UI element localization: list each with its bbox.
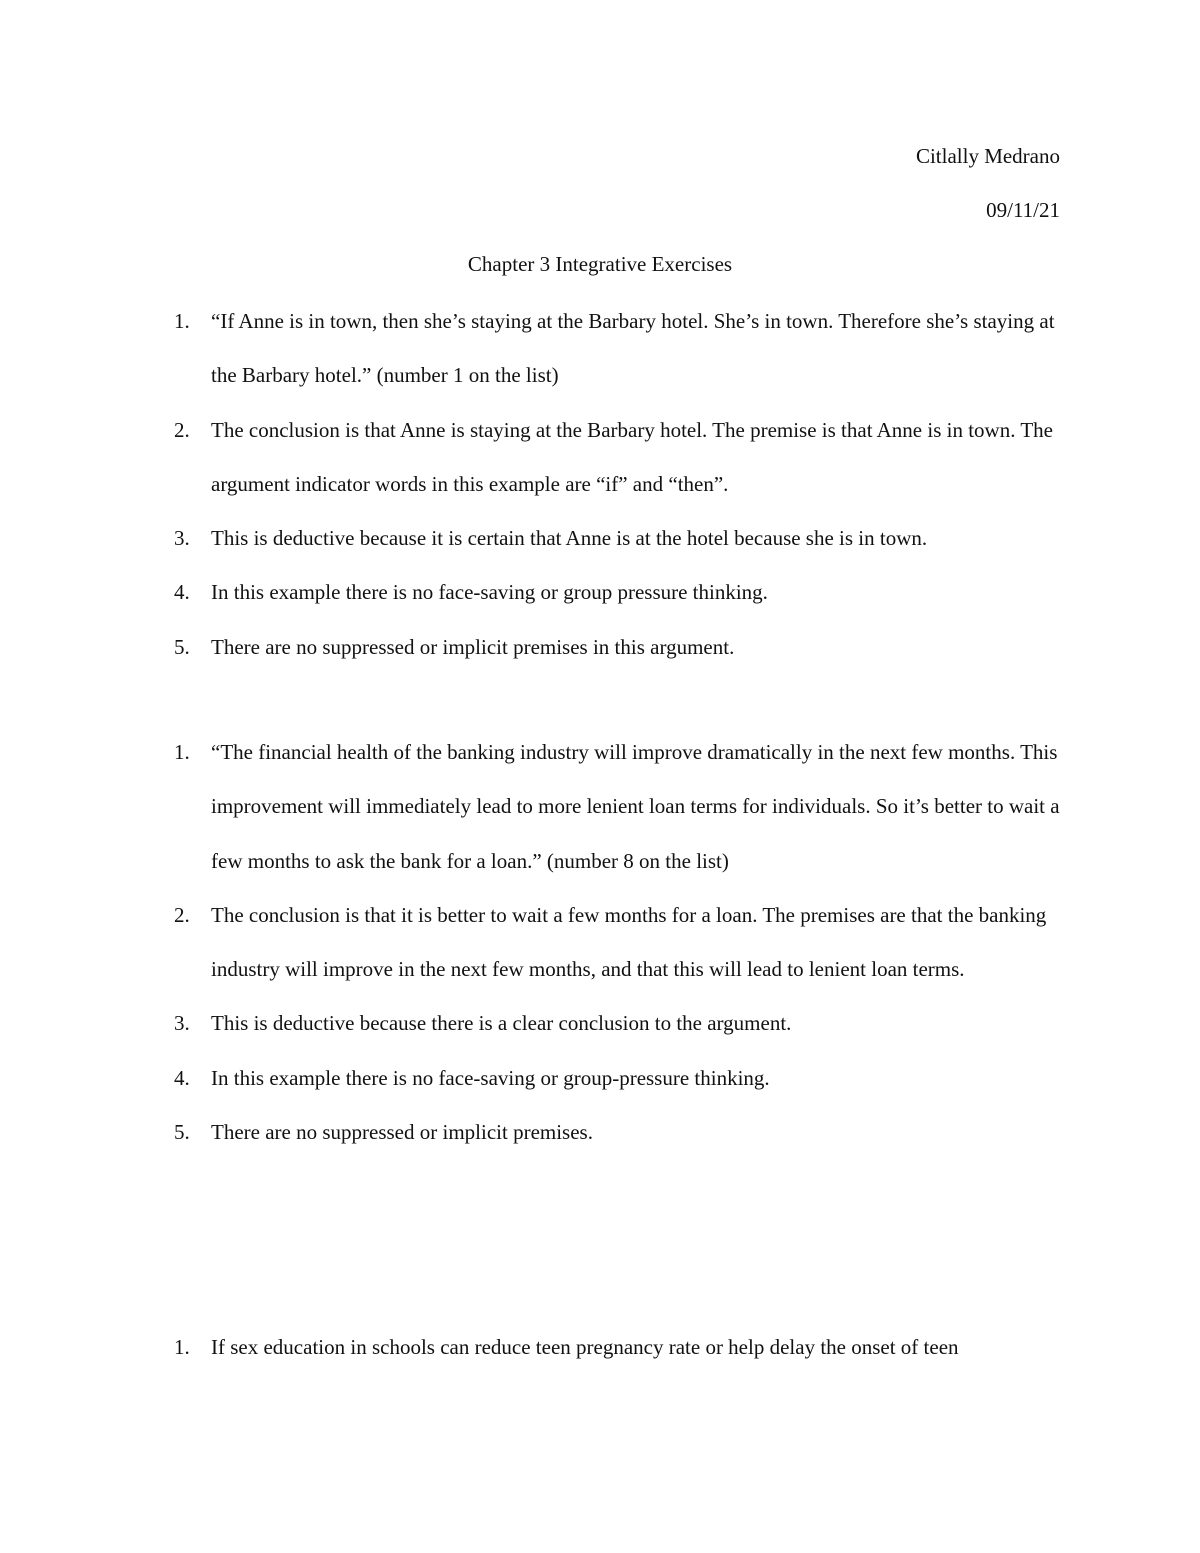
item-text: There are no suppressed or implicit premises. — [211, 1120, 593, 1145]
item-number: 1. — [174, 1335, 190, 1359]
list-item — [0, 888, 1200, 997]
item-number: 2. — [174, 902, 190, 927]
list-item — [0, 1105, 1200, 1159]
list-item — [0, 996, 1200, 1050]
exercise-list-1 — [0, 294, 1200, 674]
item-number: 5. — [174, 1120, 190, 1145]
list-item — [0, 1051, 1200, 1105]
document-date: 09/11/21 — [986, 198, 1060, 222]
item-number: 5. — [174, 634, 190, 659]
list-item — [0, 620, 1200, 674]
item-number: 3. — [174, 1011, 190, 1036]
item-text: This is deductive because there is a clear conclusion to the argument. — [211, 1011, 792, 1036]
author-name: Citlally Medrano — [915, 144, 1060, 168]
item-number: 1. — [174, 740, 190, 764]
list-item — [0, 511, 1200, 565]
item-text: In this example there is no face-saving or group-pressure thinking. — [211, 1065, 770, 1090]
item-number: 4. — [174, 580, 190, 605]
item-text: In this example there is no face-saving or group pressure thinking. — [211, 580, 768, 605]
list-item — [0, 294, 1200, 403]
item-text: The conclusion is that it is better to wait a few months for a loan. The premises are that the banking industry will improve in the next few months, and that this will lead to lenient loan terms. — [211, 902, 1047, 982]
list-item — [0, 403, 1200, 512]
list-item — [0, 725, 1200, 888]
list-item — [0, 1320, 1200, 1374]
item-number: 4. — [174, 1065, 190, 1090]
exercise-list-2 — [0, 725, 1200, 1159]
list-item — [0, 565, 1200, 619]
item-number: 2. — [174, 417, 190, 442]
item-text: If sex education in schools can reduce teen pregnancy rate or help delay the onset of teen — [211, 1335, 959, 1359]
item-text: “If Anne is in town, then she’s staying at the Barbary hotel. She’s in town. Therefore she’s staying at the Barbary hotel.” (number 1 on the list) — [211, 309, 1055, 388]
exercise-list-3 — [0, 1320, 1200, 1374]
page-title: Chapter 3 Integrative Exercises — [467, 252, 733, 276]
item-text: There are no suppressed or implicit premises in this argument. — [211, 634, 735, 659]
item-number: 1. — [174, 309, 190, 333]
item-text: “The financial health of the banking industry will improve dramatically in the next few months. This improvement will immediately lead to more lenient loan terms for individuals. So it’s better to wait a few months to ask the bank for a loan.” (number 8 on the list) — [211, 740, 1060, 873]
item-number: 3. — [174, 526, 190, 551]
item-text: This is deductive because it is certain that Anne is at the hotel because she is in town. — [211, 526, 928, 551]
item-text: The conclusion is that Anne is staying at the Barbary hotel. The premise is that Anne is in town. The argument indicator words in this example are “if” and “then”. — [211, 417, 1053, 496]
